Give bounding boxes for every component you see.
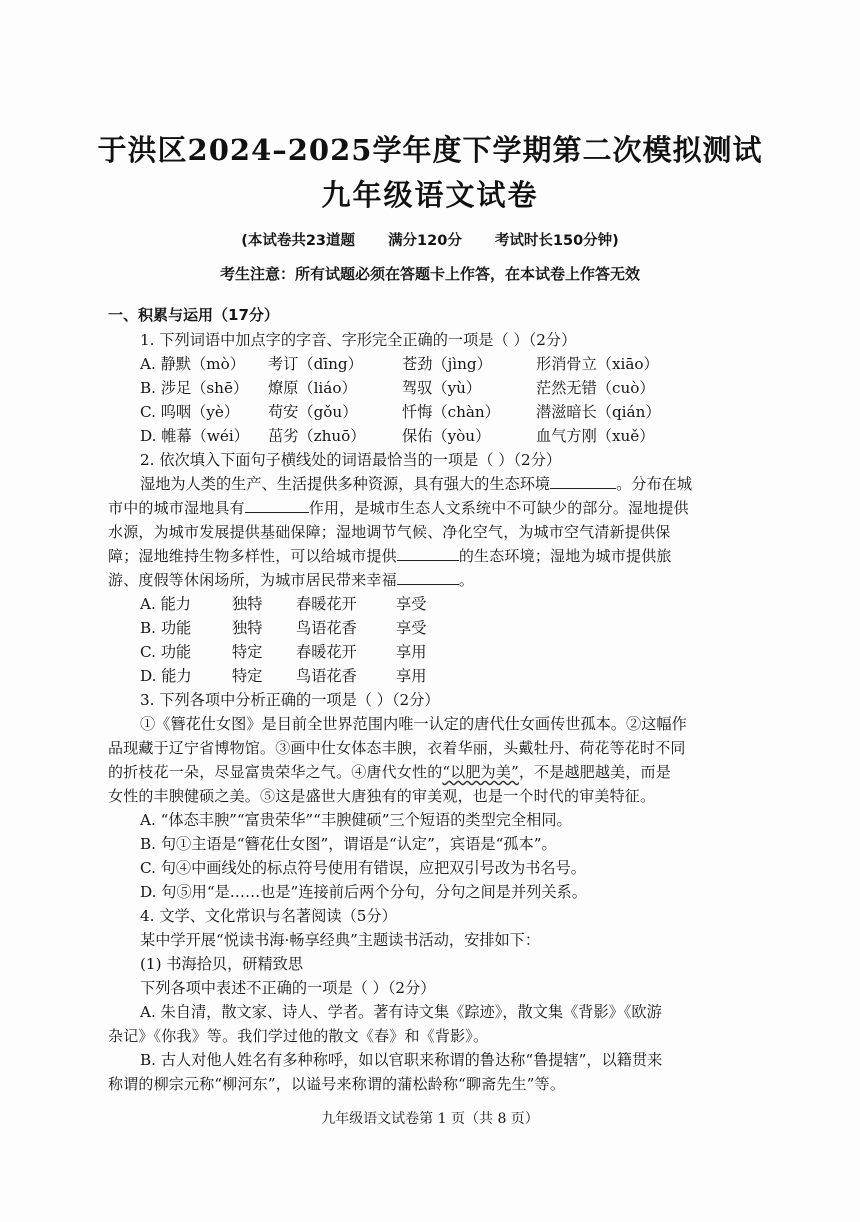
q3-para-line: 女性的丰腴健硕之美。⑤这是盛世大唐独有的审美观，也是一个时代的审美特征。 (108, 787, 656, 805)
underlined-quote: “以肥为美” (442, 763, 519, 781)
exam-subtitle: 九年级语文试卷 (321, 178, 539, 212)
blank-1 (550, 473, 616, 489)
q2-para-line: 水源，为城市发展提供基础保障；湿地调节气候、净化空气，为城市空气清新提供保 (108, 523, 671, 541)
q2-para-line: 障；湿地维持生物多样性，可以给城市提供 的生态环境；湿地为城市提供旅 (108, 547, 672, 565)
info-full-score: 满分120分 (388, 233, 462, 249)
q4-sub1: (1) 书海拾贝，研精致思 (140, 955, 304, 973)
exam-info (0, 229, 860, 250)
exam-page: 于洪区2024–2025学年度下学期第二次模拟测试 九年级语文试卷 (本试卷共23道题 满分120分 考试时长150分钟) 考生注意：所有试题必须在答题卡上作答，在本试卷上作答无效 一、积累与运用（17分） 1. 下列词语中加点字的字音、字形完全正确的一项是（ ）（2分） A. 静默（mò） 考订（dīng） 苍劲（jìng） 形消骨立（xiāo） B. 涉足（shē） 燎原（liáo） 驾驭（yù） 茫然无错（cuò） C. 呜咽（yè） 苟安（gǒu） 忏悔（chàn） 潜滋暗长（qián） D. 帷幕（wéi） 茁劣（zhuō） 保佑（yòu） 血气方刚（xuě） 2. 依次填入下面句子横线处的词语最恰当的一项是（ ）（2分） 湿地为人类的生产、生活提供多种资源，具有强大的生态环境 。分布在城 市中的城市湿地具有 作用，是城市生态人文系统中不可缺少的部分。湿地提供 水源，为城市发展提供基础保障；湿地调节气候、净化空气，为城市空气清新提供保 障；湿地维持生物多样性，可以给城市提供 的生态环境；湿地为城市提供旅 游、度假等休闲场所，为城市居民带来幸福 。 A. 能力 独特 春暖花开 享受 B. 功能 独特 鸟语花香 享受 C. 功能 特定 春暖花开 享用 D. 能力 特定 鸟语花香 享用 3. 下列各项中分析正确的一项是（ ）（2分） ①《簪花仕女图》是目前全世界范围内唯一认定的唐代仕女画传世孤本。②这幅作 品现藏于辽宁省博物馆。③画中仕女体态丰腴，衣着华丽，头戴牡丹、荷花等花时不同 的折枝花一朵，尽显富贵荣华之气。④唐代女性的“以肥为美”，不是越肥越美，而是 女性的丰腴健硕之美。⑤这是盛世大唐独有的审美观，也是一个时代的审美特征。 A. “体态丰腴”“富贵荣华”“丰腴健硕”三个短语的类型完全相同。 B. 句①主语是“簪花仕女图”，谓语是“认定”，宾语是“孤本”。 C. 句④中画线处的标点符号使用有错误，应把双引号改为书名号。 D. 句⑤用“是……也是”连接前后两个分句，分句之间是并列关系。 4. 文学、文化常识与名著阅读（5分） 某中学开展“悦读书海·畅享经典”主题读书活动，安排如下： (1) 书海拾贝，研精致思 下列各项中表述不正确的一项是（ ）（2分） A. 朱自清，散文家、诗人、学者。著有诗文集《踪迹》，散文集《背影》《欧游 杂记》《你我》等。我们学过他的散文《春》和《背影》。 B. 古人对他人姓名有多种称呼，如以官职来称谓的鲁达称“鲁提辖”，以籍贯来 称谓的柳宗元称“柳河东”，以谥号来称谓的蒲松龄称“聊斋先生”等。 九年级语文试卷第 1 页（共 8 页） (0, 0, 860, 1222)
q4-option-b-line: 称谓的柳宗元称“柳河东”，以谥号来称谓的蒲松龄称“聊斋先生”等。 (108, 1075, 566, 1093)
q4-intro: 某中学开展“悦读书海·畅享经典”主题读书活动，安排如下： (140, 931, 541, 949)
q3-para-line: ①《簪花仕女图》是目前全世界范围内唯一认定的唐代仕女画传世孤本。②这幅作 (140, 715, 687, 733)
q3-option-b: B. 句①主语是“簪花仕女图”，谓语是“认定”，宾语是“孤本”。 (140, 835, 557, 853)
q3-para-line: 品现藏于辽宁省博物馆。③画中仕女体态丰腴，衣着华丽，头戴牡丹、荷花等花时不同 (108, 739, 686, 757)
info-question-count: (本试卷共23道题 (241, 233, 355, 249)
q4-option-a-line: 杂记》《你我》等。我们学过他的散文《春》和《背影》。 (108, 1027, 489, 1045)
exam-title: 于洪区2024–2025学年度下学期第二次模拟测试 (97, 133, 763, 167)
q3-stem: 3. 下列各项中分析正确的一项是（ ）（2分） (140, 691, 440, 709)
q4-option-a-line: A. 朱自清，散文家、诗人、学者。著有诗文集《踪迹》，散文集《背影》《欧游 (140, 1003, 662, 1021)
page-footer: 九年级语文试卷第 1 页（共 8 页） (321, 1111, 539, 1127)
q1-stem: 1. 下列词语中加点字的字音、字形完全正确的一项是（ ）（2分） (140, 331, 577, 349)
q3-option-a: A. “体态丰腴”“富贵荣华”“丰腴健硕”三个短语的类型完全相同。 (140, 811, 572, 829)
section-heading: 一、积累与运用（17分） (108, 306, 279, 324)
q3-option-c: C. 句④中画线处的标点符号使用有错误，应把双引号改为书名号。 (140, 859, 586, 877)
exam-notice: 考生注意：所有试题必须在答题卡上作答，在本试卷上作答无效 (219, 265, 640, 283)
q2-para-line: 市中的城市湿地具有 作用，是城市生态人文系统中不可缺少的部分。湿地提供 (108, 499, 689, 517)
blank-2 (245, 497, 309, 513)
q4-option-b-line: B. 古人对他人姓名有多种称呼，如以官职来称谓的鲁达称“鲁提辖”，以籍贯来 (140, 1051, 663, 1069)
info-duration: 考试时长150分钟) (494, 233, 619, 249)
q3-para-line: 的折枝花一朵，尽显富贵荣华之气。④唐代女性的“以肥为美”，不是越肥越美，而是 (108, 763, 671, 781)
q2-para-line: 游、度假等休闲场所，为城市居民带来幸福 。 (108, 571, 475, 589)
q4-sub1-stem: 下列各项中表述不正确的一项是（ ）（2分） (140, 979, 436, 997)
blank-3 (397, 545, 459, 561)
q2-stem: 2. 依次填入下面句子横线处的词语最恰当的一项是（ ）（2分） (140, 451, 562, 469)
blank-4 (397, 569, 459, 585)
q2-para-line: 湿地为人类的生产、生活提供多种资源，具有强大的生态环境 。分布在城 (140, 475, 692, 493)
q4-stem: 4. 文学、文化常识与名著阅读（5分） (140, 907, 397, 925)
q3-option-d: D. 句⑤用“是……也是”连接前后两个分句，分句之间是并列关系。 (140, 883, 587, 901)
